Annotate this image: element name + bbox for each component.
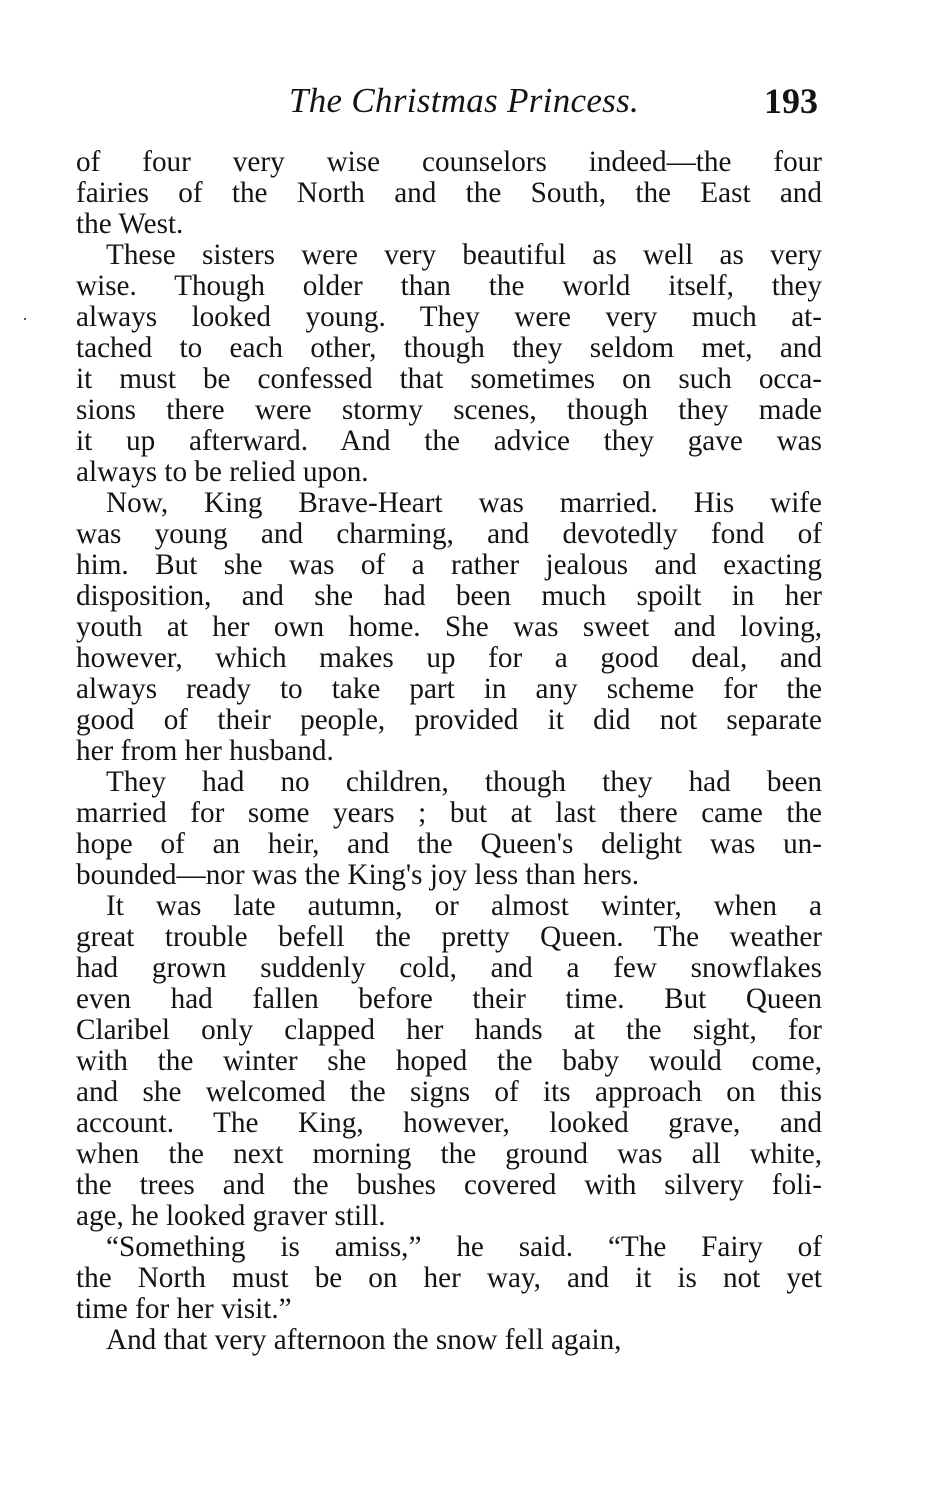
page-number: 193: [764, 81, 818, 121]
text-line: and she welcomed the signs of its approach on this: [76, 1076, 822, 1108]
text-line: always to be relied upon.: [76, 456, 369, 488]
text-line: always looked young. They were very much at-: [76, 301, 822, 333]
text-line: him. But she was of a rather jealous and exacting: [76, 549, 822, 581]
text-line: wise. Though older than the world itself, they: [76, 270, 822, 302]
text-line: her from her husband.: [76, 735, 334, 767]
running-header: [76, 76, 822, 126]
paragraph-start-line: It was late autumn, or almost winter, when a: [106, 890, 822, 922]
text-line: was young and charming, and devotedly fond of: [76, 518, 822, 550]
text-line: hope of an heir, and the Queen's delight was un-: [76, 828, 822, 860]
body-text: [76, 147, 822, 1356]
text-line: great trouble befell the pretty Queen. The weather: [76, 921, 822, 953]
text-line: married for some years ; but at last there came the: [76, 797, 822, 829]
text-line: disposition, and she had been much spoilt in her: [76, 580, 822, 612]
text-line: with the winter she hoped the baby would come,: [76, 1045, 822, 1077]
paragraph-start-line: “Something is amiss,” he said. “The Fairy of: [106, 1231, 822, 1263]
text-line: tached to each other, though they seldom met, and: [76, 332, 822, 364]
text-line: the trees and the bushes covered with silvery foli-: [76, 1169, 822, 1201]
text-line: always ready to take part in any scheme for the: [76, 673, 822, 705]
text-line: it must be confessed that sometimes on such occa-: [76, 363, 822, 395]
text-line: it up afterward. And the advice they gave was: [76, 425, 822, 457]
text-line: good of their people, provided it did not separate: [76, 704, 822, 736]
text-line: fairies of the North and the South, the East and: [76, 177, 822, 209]
text-line: when the next morning the ground was all white,: [76, 1138, 822, 1170]
text-line: age, he looked graver still.: [76, 1200, 386, 1232]
text-line: time for her visit.”: [76, 1293, 292, 1325]
stray-ink-mark: [24, 318, 26, 320]
paragraph-start-line: Now, King Brave-Heart was married. His wife: [106, 487, 822, 519]
text-line: the West.: [76, 208, 184, 240]
paragraph-start-line: These sisters were very beautiful as well as very: [106, 239, 822, 271]
text-line: account. The King, however, looked grave, and: [76, 1107, 822, 1139]
text-line: Claribel only clapped her hands at the sight, for: [76, 1014, 822, 1046]
paragraph-start-line: They had no children, though they had been: [106, 766, 822, 798]
text-line: however, which makes up for a good deal, and: [76, 642, 822, 674]
text-line: bounded—nor was the King's joy less than hers.: [76, 859, 639, 891]
text-line: the North must be on her way, and it is not yet: [76, 1262, 822, 1294]
text-line: youth at her own home. She was sweet and loving,: [76, 611, 822, 643]
text-line: even had fallen before their time. But Queen: [76, 983, 822, 1015]
paragraph-start-line: And that very afternoon the snow fell again,: [106, 1324, 622, 1356]
text-line: of four very wise counselors indeed—the four: [76, 146, 822, 178]
text-line: had grown suddenly cold, and a few snowflakes: [76, 952, 822, 984]
text-line: sions there were stormy scenes, though they made: [76, 394, 822, 426]
running-title: The Christmas Princess.: [288, 81, 640, 120]
